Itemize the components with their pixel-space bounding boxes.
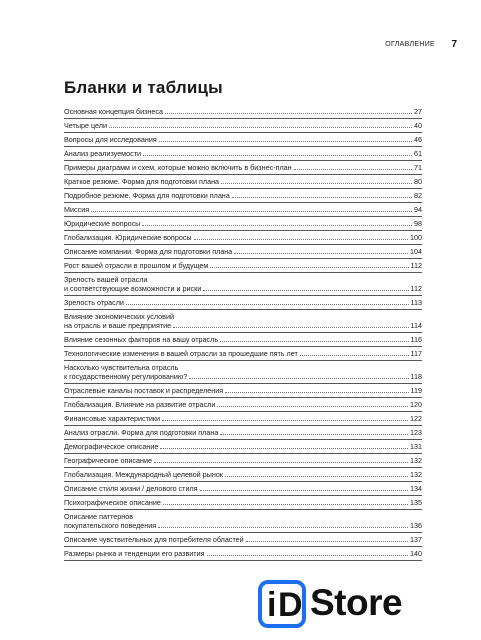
toc-entry-line — [64, 456, 422, 465]
toc-entry-line — [64, 321, 422, 330]
toc-leader-dots — [126, 303, 409, 305]
toc-entry — [64, 482, 422, 496]
toc-entry-title: Географическое описание — [64, 456, 152, 465]
toc-entry-title: Демографическое описание — [64, 442, 159, 451]
toc-leader-dots — [109, 126, 412, 128]
toc-entry-title: покупательского поведения — [64, 521, 157, 530]
toc-entry-page: 98 — [414, 219, 422, 228]
logo-letter-d: D — [278, 586, 303, 624]
toc-entry — [64, 161, 422, 175]
toc-entry-page: 46 — [414, 135, 422, 144]
toc-entry-page: 40 — [414, 121, 422, 130]
toc-entry-page: 113 — [410, 298, 422, 307]
toc-entry-title: Четыре цели — [64, 121, 108, 130]
toc-entry — [64, 105, 422, 119]
toc-entry — [64, 398, 422, 412]
toc-entry-line — [64, 498, 422, 507]
toc-entry-title: к государственному регулированию? — [64, 372, 188, 381]
toc-entry-title: Примеры диаграмм и схем, которые можно включить в бизнес-план — [64, 163, 292, 172]
toc-leader-dots — [203, 289, 408, 291]
toc-entry-page: 114 — [410, 321, 422, 330]
toc-entry — [64, 231, 422, 245]
toc-entry — [64, 203, 422, 217]
toc-leader-dots — [225, 391, 408, 393]
toc-entry — [64, 426, 422, 440]
toc-entry-page: 116 — [410, 335, 422, 344]
toc-entry-page: 120 — [410, 400, 422, 409]
toc-entry-title: Влияние сезонных факторов на вашу отрасль — [64, 335, 219, 344]
toc-entry-page: 118 — [410, 372, 422, 381]
toc-entry-title-line1: Описание паттернов — [64, 512, 134, 521]
toc-entry — [64, 147, 422, 161]
toc-entry-line — [64, 372, 422, 381]
toc-entry — [64, 133, 422, 147]
toc-entry-line — [64, 219, 422, 228]
toc-entry-title: Вопросы для исследования — [64, 135, 157, 144]
toc-leader-dots — [163, 503, 408, 505]
toc-entry-line — [64, 121, 422, 130]
toc-leader-dots — [189, 377, 408, 379]
toc-entry-page: 94 — [414, 205, 422, 214]
logo-frame-icon — [258, 580, 306, 628]
toc-entry-page: 100 — [410, 233, 422, 242]
toc-entry-line — [64, 261, 422, 270]
toc-entry-page: 71 — [414, 163, 422, 172]
toc-entry — [64, 440, 422, 454]
toc-entry — [64, 533, 422, 547]
toc-entry-title: Описание чувствительных для потребителя областей — [64, 535, 244, 544]
toc-entry — [64, 468, 422, 482]
toc-entry-title: Рост вашей отрасли в прошлом и будущем — [64, 261, 209, 270]
toc-entry — [64, 347, 422, 361]
toc-entry-line — [64, 386, 422, 395]
toc-entry-line — [64, 233, 422, 242]
toc-entry-page: 134 — [410, 484, 422, 493]
toc-entry — [64, 361, 422, 384]
toc-leader-dots — [220, 433, 408, 435]
toc-entry-line — [64, 191, 422, 200]
toc-entry — [64, 259, 422, 273]
toc-entry-title: Миссия — [64, 205, 90, 214]
section-title: ОГЛАВЛЕНИЕ — [385, 41, 435, 48]
toc-leader-dots — [300, 354, 409, 356]
toc-entry-line — [64, 335, 422, 344]
toc-entry-title: Подробное резюме. Форма для подготовки плана — [64, 191, 230, 200]
toc-leader-dots — [294, 168, 412, 170]
toc-leader-dots — [91, 210, 412, 212]
toc-entry-line — [64, 349, 422, 358]
toc-entry — [64, 175, 422, 189]
toc-leader-dots — [232, 196, 412, 198]
toc-leader-dots — [143, 154, 412, 156]
toc-entry-title-line1: Влияние экономических условий — [64, 312, 174, 321]
toc-entry-title: Зрелость отрасли — [64, 298, 124, 307]
toc-entry-page: 61 — [414, 149, 422, 158]
toc-entry-page: 122 — [410, 414, 422, 423]
toc-entry — [64, 496, 422, 510]
toc-entry — [64, 296, 422, 310]
toc-leader-dots — [225, 475, 408, 477]
toc-leader-dots — [220, 340, 408, 342]
toc-entry — [64, 245, 422, 259]
toc-leader-dots — [194, 238, 408, 240]
page-title: Бланки и таблицы — [64, 78, 223, 97]
toc-leader-dots — [165, 112, 412, 114]
toc-leader-dots — [158, 526, 408, 528]
toc-entry-line — [64, 414, 422, 423]
toc-entry-page: 27 — [414, 107, 422, 116]
logo-letter-i: i — [267, 586, 277, 624]
toc-entry — [64, 454, 422, 468]
toc-entry-page: 112 — [410, 284, 422, 293]
toc-entry-title-line1: Насколько чувствительна отрасль — [64, 363, 179, 372]
toc-leader-dots — [200, 489, 408, 491]
toc-leader-dots — [207, 554, 409, 556]
toc-leader-dots — [173, 326, 408, 328]
toc-entry — [64, 310, 422, 333]
toc-entry-line — [64, 400, 422, 409]
toc-entry-page: 82 — [414, 191, 422, 200]
page-number: 7 — [451, 39, 457, 50]
toc-entry-line — [64, 442, 422, 451]
toc-entry-page: 132 — [410, 456, 422, 465]
toc-entry-line — [64, 521, 422, 530]
table-of-contents — [64, 105, 422, 561]
running-header — [0, 40, 481, 54]
toc-entry-page: 80 — [414, 177, 422, 186]
toc-entry-line — [64, 205, 422, 214]
toc-entry-page: 112 — [410, 261, 422, 270]
toc-entry-title: Размеры рынка и тенденции его развития — [64, 549, 205, 558]
toc-entry-title: Глобализация. Юридические вопросы — [64, 233, 192, 242]
toc-entry — [64, 412, 422, 426]
toc-entry-line — [64, 107, 422, 116]
toc-leader-dots — [160, 447, 408, 449]
toc-entry-page: 117 — [410, 349, 422, 358]
toc-entry-page: 137 — [410, 535, 422, 544]
toc-entry-title: Глобализация. Влияние на развитие отрасли — [64, 400, 216, 409]
toc-entry-line — [64, 135, 422, 144]
toc-entry-title: и соответствующие возможности и риски — [64, 284, 202, 293]
toc-entry-line — [64, 298, 422, 307]
toc-entry-page: 123 — [410, 428, 422, 437]
toc-entry — [64, 384, 422, 398]
toc-leader-dots — [234, 252, 408, 254]
toc-entry-page: 131 — [410, 442, 422, 451]
toc-entry-line — [64, 149, 422, 158]
toc-entry-line — [64, 284, 422, 293]
toc-entry-page: 140 — [410, 549, 422, 558]
toc-entry-title: Психографическое описание — [64, 498, 161, 507]
toc-entry — [64, 547, 422, 561]
toc-entry-title: Технологические изменения в вашей отрасли за прошедшие пять лет — [64, 349, 298, 358]
idstore-logo — [258, 578, 458, 634]
toc-entry-line — [64, 428, 422, 437]
toc-entry — [64, 189, 422, 203]
toc-entry — [64, 510, 422, 533]
toc-leader-dots — [162, 419, 408, 421]
toc-leader-dots — [217, 405, 408, 407]
toc-entry-line — [64, 247, 422, 256]
toc-entry-line — [64, 549, 422, 558]
toc-entry-line — [64, 163, 422, 172]
toc-leader-dots — [246, 540, 408, 542]
toc-entry — [64, 119, 422, 133]
toc-leader-dots — [210, 266, 408, 268]
toc-leader-dots — [142, 224, 412, 226]
toc-entry-title: Описание стиля жизни / делового стиля — [64, 484, 198, 493]
toc-entry-line — [64, 470, 422, 479]
toc-entry-page: 132 — [410, 470, 422, 479]
toc-entry — [64, 217, 422, 231]
toc-entry-page: 135 — [410, 498, 422, 507]
toc-entry-title: Глобализация. Международный целевой рынок — [64, 470, 223, 479]
toc-entry-title: Анализ реализуемости — [64, 149, 142, 158]
toc-entry-page: 136 — [410, 521, 422, 530]
toc-entry-page: 104 — [410, 247, 422, 256]
toc-entry — [64, 273, 422, 296]
toc-entry-title: Основная концепция бизнеса — [64, 107, 163, 116]
toc-entry-title: Анализ отрасли. Форма для подготовки плана — [64, 428, 219, 437]
toc-leader-dots — [154, 461, 408, 463]
toc-entry-page: 119 — [410, 386, 422, 395]
toc-entry-title: Описание компании. Форма для подготовки плана — [64, 247, 233, 256]
toc-entry-title: Юридические вопросы — [64, 219, 141, 228]
toc-entry-line — [64, 484, 422, 493]
logo-wordmark: Store — [310, 582, 403, 623]
toc-entry-title: Краткое резюме. Форма для подготовки плана — [64, 177, 220, 186]
toc-entry-line — [64, 535, 422, 544]
toc-entry-title: Финансовые характеристики — [64, 414, 161, 423]
toc-entry-title: Отраслевые каналы поставок и распределения — [64, 386, 224, 395]
toc-entry — [64, 333, 422, 347]
toc-entry-line — [64, 177, 422, 186]
toc-entry-title: на отрасль и ваше предприятие — [64, 321, 172, 330]
toc-entry-title-line1: Зрелость вашей отрасли — [64, 275, 148, 284]
toc-leader-dots — [221, 182, 412, 184]
toc-leader-dots — [159, 140, 412, 142]
